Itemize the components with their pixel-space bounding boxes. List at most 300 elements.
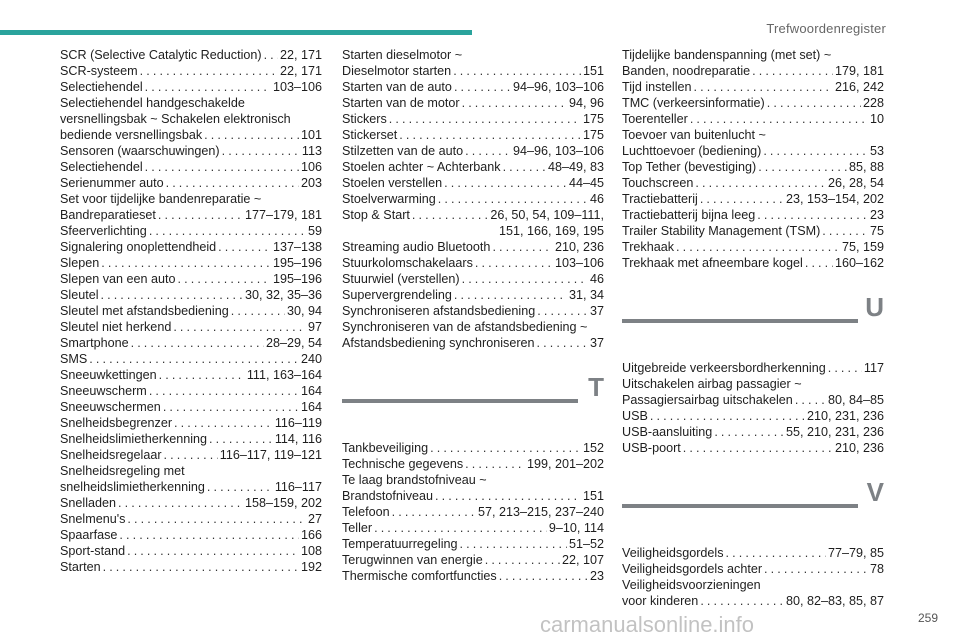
index-entry-line: Set voor tijdelijke bandenreparatie ~ bbox=[60, 192, 262, 206]
index-term: Veiligheidsgordels achter bbox=[622, 562, 763, 576]
index-term: USB-poort bbox=[622, 441, 681, 455]
dot-leader bbox=[145, 159, 299, 175]
index-entry-main bbox=[622, 207, 884, 223]
index-term: Selectiehendel bbox=[60, 160, 143, 174]
index-entry-line: Snelheidsregeling met bbox=[60, 464, 185, 478]
dot-leader bbox=[145, 79, 271, 95]
index-term: Sfeerverlichting bbox=[60, 224, 147, 238]
page-references: 78 bbox=[869, 562, 884, 576]
dot-leader bbox=[676, 239, 840, 255]
index-entry-main bbox=[60, 367, 322, 383]
index-entry bbox=[342, 520, 604, 536]
index-entry bbox=[622, 561, 884, 577]
index-entry-main bbox=[60, 159, 322, 175]
index-entry bbox=[342, 239, 604, 255]
index-entry bbox=[60, 367, 322, 383]
index-entry bbox=[60, 399, 322, 415]
index-term: Stoelen achter ~ Achterbank bbox=[342, 160, 501, 174]
dot-leader bbox=[757, 207, 868, 223]
page-references: 103–106 bbox=[554, 256, 604, 270]
index-entry-main bbox=[60, 63, 322, 79]
page-references: 37 bbox=[589, 304, 604, 318]
index-term: Sport-stand bbox=[60, 544, 126, 558]
index-term: Selectiehendel bbox=[60, 80, 143, 94]
index-group-u bbox=[622, 360, 884, 456]
index-entry-main bbox=[342, 271, 604, 287]
page-references: 23, 153–154, 202 bbox=[785, 192, 884, 206]
page-references: 10 bbox=[869, 112, 884, 126]
index-term: Trekhaak met afneembare kogel bbox=[622, 256, 803, 270]
index-group-t-continued bbox=[622, 47, 884, 271]
dot-leader bbox=[438, 191, 588, 207]
index-entry-main bbox=[622, 360, 884, 376]
page-references: 108 bbox=[300, 544, 322, 558]
page-references: 210, 236 bbox=[834, 441, 884, 455]
page-references: 80, 82–83, 85, 87 bbox=[785, 594, 884, 608]
dot-leader bbox=[103, 559, 299, 575]
index-entry bbox=[342, 472, 604, 504]
page-references: 23 bbox=[589, 569, 604, 583]
dot-leader bbox=[465, 456, 525, 472]
dot-leader bbox=[166, 175, 299, 191]
page-references: 166 bbox=[300, 528, 322, 542]
index-entry bbox=[622, 159, 884, 175]
dot-leader bbox=[752, 63, 833, 79]
index-entry-main bbox=[60, 543, 322, 559]
dot-leader bbox=[435, 488, 581, 504]
page-references: 116–117, 119–121 bbox=[219, 448, 322, 462]
index-entry-main bbox=[342, 63, 604, 79]
index-entry bbox=[60, 303, 322, 319]
page-header-title: Trefwoordenregister bbox=[766, 21, 886, 36]
index-entry-main bbox=[622, 143, 884, 159]
index-entry bbox=[60, 511, 322, 527]
index-term: Sneeuwscherm bbox=[60, 384, 147, 398]
index-entry bbox=[60, 175, 322, 191]
page-references: 37 bbox=[589, 336, 604, 350]
page-references: 48–49, 83 bbox=[547, 160, 604, 174]
page-references: 53 bbox=[869, 144, 884, 158]
dot-leader bbox=[726, 545, 826, 561]
index-entry bbox=[342, 287, 604, 303]
index-entry-main bbox=[342, 127, 604, 143]
dot-leader bbox=[164, 447, 218, 463]
page-references: 94, 96 bbox=[568, 96, 604, 110]
dot-leader bbox=[101, 255, 271, 271]
index-entry-main bbox=[60, 527, 322, 543]
index-group-v bbox=[622, 545, 884, 609]
page-references: 164 bbox=[300, 384, 322, 398]
index-entry-main bbox=[60, 79, 322, 95]
page-references: 75 bbox=[869, 224, 884, 238]
dot-leader bbox=[822, 223, 868, 239]
index-term: Slepen bbox=[60, 256, 100, 270]
index-entry bbox=[60, 223, 322, 239]
dot-leader bbox=[465, 143, 511, 159]
page-references: 228 bbox=[862, 96, 884, 110]
index-entry bbox=[342, 159, 604, 175]
index-term: Bandreparatieset bbox=[60, 208, 156, 222]
index-entry bbox=[622, 79, 884, 95]
index-term: USB bbox=[622, 409, 648, 423]
page-references: 46 bbox=[589, 192, 604, 206]
index-term: Brandstofniveau bbox=[342, 489, 434, 503]
dot-leader bbox=[460, 536, 567, 552]
page-references: 151 bbox=[582, 489, 604, 503]
index-entry bbox=[342, 47, 604, 79]
index-entry-main bbox=[342, 504, 604, 520]
index-term: Sneeuwkettingen bbox=[60, 368, 157, 382]
dot-leader bbox=[537, 303, 588, 319]
page-references: 22, 107 bbox=[561, 553, 604, 567]
index-entry-line: Starten dieselmotor ~ bbox=[342, 48, 463, 62]
index-entry bbox=[342, 504, 604, 520]
page-references: 158–159, 202 bbox=[244, 496, 322, 510]
index-term: Afstandsbediening synchroniseren bbox=[342, 336, 535, 350]
index-term: Telefoon bbox=[342, 505, 390, 519]
dot-leader bbox=[795, 392, 826, 408]
index-entry-main bbox=[60, 351, 322, 367]
dot-leader bbox=[374, 520, 547, 536]
dot-leader bbox=[131, 335, 264, 351]
dot-leader bbox=[209, 431, 273, 447]
index-term: Stuurkolomschakelaars bbox=[342, 256, 473, 270]
index-term: Sleutel bbox=[60, 288, 99, 302]
dot-leader bbox=[475, 255, 553, 271]
index-entry-line: Synchroniseren van de afstandsbediening ~ bbox=[342, 320, 588, 334]
index-entry bbox=[622, 376, 884, 408]
index-term: Tankbeveiliging bbox=[342, 441, 429, 455]
index-entry bbox=[622, 223, 884, 239]
dot-leader bbox=[222, 143, 300, 159]
index-entry bbox=[60, 527, 322, 543]
index-term: Temperatuurregeling bbox=[342, 537, 458, 551]
dot-leader bbox=[690, 111, 868, 127]
page-references: 216, 242 bbox=[834, 80, 884, 94]
index-term: Trekhaak bbox=[622, 240, 675, 254]
index-entry bbox=[342, 255, 604, 271]
page-references: 46 bbox=[589, 272, 604, 286]
index-entry-main bbox=[622, 239, 884, 255]
index-entry-main bbox=[342, 239, 604, 255]
dot-leader bbox=[231, 303, 285, 319]
index-entry-main bbox=[622, 175, 884, 191]
dot-leader bbox=[174, 415, 273, 431]
page-references: 195–196 bbox=[272, 256, 322, 270]
page-references: 203 bbox=[300, 176, 322, 190]
index-entry-main bbox=[342, 456, 604, 472]
dot-leader bbox=[101, 287, 243, 303]
index-column-2 bbox=[342, 47, 604, 584]
index-entry-main bbox=[60, 287, 322, 303]
index-entry bbox=[622, 191, 884, 207]
page-references: 177–179, 181 bbox=[244, 208, 322, 222]
index-entry-main bbox=[622, 223, 884, 239]
page-references: 113 bbox=[301, 144, 322, 158]
index-term: Streaming audio Bluetooth bbox=[342, 240, 491, 254]
index-entry-main bbox=[622, 545, 884, 561]
index-term: Snelheidsbegrenzer bbox=[60, 416, 173, 430]
index-term: Dieselmotor starten bbox=[342, 64, 452, 78]
dot-leader bbox=[430, 440, 581, 456]
index-entry-main bbox=[342, 287, 604, 303]
index-entry-main bbox=[622, 255, 884, 271]
dot-leader bbox=[218, 239, 271, 255]
index-term: Sensoren (waarschuwingen) bbox=[60, 144, 220, 158]
index-term: Snelheidsregelaar bbox=[60, 448, 162, 462]
index-entry-main bbox=[622, 593, 884, 609]
page-references: 75, 159 bbox=[841, 240, 884, 254]
index-entry bbox=[342, 271, 604, 287]
index-entry-main bbox=[622, 392, 884, 408]
index-entry-main bbox=[342, 255, 604, 271]
index-entry bbox=[60, 287, 322, 303]
index-entry bbox=[342, 143, 604, 159]
index-entry-main bbox=[342, 536, 604, 552]
index-entry bbox=[60, 383, 322, 399]
page-references: 179, 181 bbox=[834, 64, 884, 78]
index-term: USB-aansluiting bbox=[622, 425, 713, 439]
index-entry bbox=[622, 440, 884, 456]
page-references: 94–96, 103–106 bbox=[512, 144, 604, 158]
index-column-3 bbox=[622, 47, 884, 609]
dot-leader bbox=[453, 63, 581, 79]
index-term: Teller bbox=[342, 521, 373, 535]
index-entry bbox=[622, 360, 884, 376]
section-divider bbox=[622, 319, 858, 323]
page-references: 195–196 bbox=[272, 272, 322, 286]
page-references: 151 bbox=[582, 64, 604, 78]
index-entry bbox=[342, 127, 604, 143]
index-entry bbox=[60, 95, 322, 143]
page-references: 55, 210, 231, 236 bbox=[785, 425, 884, 439]
dot-leader bbox=[444, 175, 567, 191]
index-entry-main bbox=[622, 561, 884, 577]
index-entry bbox=[60, 239, 322, 255]
page-references: 26, 50, 54, 109–111, bbox=[490, 208, 604, 222]
page-references: 114, 116 bbox=[274, 432, 322, 446]
index-entry bbox=[60, 495, 322, 511]
index-entry bbox=[622, 424, 884, 440]
index-entry-main bbox=[60, 335, 322, 351]
index-entry bbox=[342, 175, 604, 191]
page-references: 210, 231, 236 bbox=[806, 409, 884, 423]
index-entry bbox=[60, 351, 322, 367]
page-references: 57, 213–215, 237–240 bbox=[477, 505, 604, 519]
index-entry-main bbox=[60, 495, 322, 511]
index-term: Serienummer auto bbox=[60, 176, 164, 190]
dot-leader bbox=[758, 159, 847, 175]
dot-leader bbox=[159, 367, 245, 383]
index-entry bbox=[60, 431, 322, 447]
index-entry-main bbox=[60, 303, 322, 319]
index-entry-main bbox=[60, 255, 322, 271]
index-entry bbox=[622, 408, 884, 424]
index-entry-line: Te laag brandstofniveau ~ bbox=[342, 473, 487, 487]
dot-leader bbox=[700, 593, 784, 609]
index-entry bbox=[342, 207, 604, 239]
page-references: 22, 171 bbox=[279, 48, 322, 62]
dot-leader bbox=[700, 191, 784, 207]
page-references: 116–117 bbox=[274, 480, 322, 494]
index-entry-main bbox=[622, 63, 884, 79]
section-letter: V bbox=[866, 477, 884, 507]
index-term: SCR-systeem bbox=[60, 64, 138, 78]
index-term: Uitgebreide verkeersbordherkenning bbox=[622, 361, 826, 375]
index-term: Slepen van een auto bbox=[60, 272, 176, 286]
page-references: 192 bbox=[300, 560, 322, 574]
dot-leader bbox=[204, 127, 299, 143]
index-term: Snelladen bbox=[60, 496, 117, 510]
index-term: Banden, noodreparatie bbox=[622, 64, 751, 78]
dot-leader bbox=[149, 383, 299, 399]
page-references: 116–119 bbox=[274, 416, 322, 430]
index-entry bbox=[342, 95, 604, 111]
index-entry bbox=[60, 47, 322, 63]
page-references: 94–96, 103–106 bbox=[512, 80, 604, 94]
dot-leader bbox=[127, 543, 299, 559]
dot-leader bbox=[485, 552, 560, 568]
index-entry-main bbox=[342, 191, 604, 207]
index-entry bbox=[622, 47, 884, 79]
index-entry-line: Veiligheidsvoorzieningen bbox=[622, 578, 761, 592]
dot-leader bbox=[492, 239, 553, 255]
index-entry bbox=[622, 577, 884, 609]
index-entry-main bbox=[622, 79, 884, 95]
index-term: Thermische comfortfuncties bbox=[342, 569, 497, 583]
index-entry-main bbox=[342, 335, 604, 351]
index-entry bbox=[60, 191, 322, 223]
index-entry bbox=[622, 255, 884, 271]
index-entry bbox=[342, 456, 604, 472]
index-entry-line: versnellingsbak ~ Schakelen elektronisch bbox=[60, 112, 291, 126]
index-entry bbox=[60, 415, 322, 431]
index-term: Snelheidslimietherkenning bbox=[60, 432, 208, 446]
index-term: Stuurwiel (verstellen) bbox=[342, 272, 460, 286]
index-entry bbox=[60, 463, 322, 495]
index-entry-main bbox=[622, 191, 884, 207]
index-entry bbox=[622, 111, 884, 127]
index-entry-main bbox=[60, 207, 322, 223]
index-term: Top Tether (bevestiging) bbox=[622, 160, 757, 174]
dot-leader bbox=[392, 504, 476, 520]
dot-leader bbox=[264, 47, 278, 63]
index-entry bbox=[60, 319, 322, 335]
index-entry-main bbox=[60, 143, 322, 159]
page-references-continued: 151, 166, 169, 195 bbox=[498, 224, 604, 238]
page-references: 31, 34 bbox=[568, 288, 604, 302]
index-entry-main bbox=[60, 239, 322, 255]
index-entry-main bbox=[60, 47, 322, 63]
index-entry-main bbox=[60, 431, 322, 447]
page-references: 152 bbox=[582, 441, 604, 455]
dot-leader bbox=[158, 207, 243, 223]
dot-leader bbox=[173, 319, 306, 335]
index-entry bbox=[60, 159, 322, 175]
index-entry-main bbox=[342, 488, 604, 504]
index-entry-main bbox=[342, 143, 604, 159]
index-term: Stop & Start bbox=[342, 208, 410, 222]
index-entry bbox=[60, 559, 322, 575]
page-references: 80, 84–85 bbox=[827, 393, 884, 407]
dot-leader bbox=[178, 271, 271, 287]
index-entry-main bbox=[60, 559, 322, 575]
page-references: 210, 236 bbox=[554, 240, 604, 254]
index-term: snelheidslimietherkenning bbox=[60, 480, 205, 494]
dot-leader bbox=[767, 95, 861, 111]
page-references: 111, 163–164 bbox=[246, 368, 322, 382]
index-term: voor kinderen bbox=[622, 594, 699, 608]
section-header-t bbox=[342, 373, 604, 435]
page-references: 51–52 bbox=[568, 537, 604, 551]
index-entry-main bbox=[60, 415, 322, 431]
index-term: Trailer Stability Management (TSM) bbox=[622, 224, 821, 238]
index-entry-main bbox=[342, 207, 604, 223]
section-divider bbox=[342, 399, 578, 403]
index-entry bbox=[60, 447, 322, 463]
index-entry bbox=[342, 568, 604, 584]
index-entry bbox=[342, 552, 604, 568]
page-references: 103–106 bbox=[272, 80, 322, 94]
page-references: 160–162 bbox=[834, 256, 884, 270]
page-references: 101 bbox=[300, 128, 322, 142]
index-term: Toerenteller bbox=[622, 112, 688, 126]
index-entry-main bbox=[60, 271, 322, 287]
index-entry-main bbox=[60, 511, 322, 527]
index-term: Stoelen verstellen bbox=[342, 176, 443, 190]
index-term: Veiligheidsgordels bbox=[622, 546, 724, 560]
dot-leader bbox=[537, 335, 588, 351]
index-entry-main bbox=[342, 159, 604, 175]
index-entry bbox=[622, 127, 884, 159]
index-entry-main bbox=[342, 440, 604, 456]
dot-leader bbox=[163, 399, 299, 415]
dot-leader bbox=[683, 440, 833, 456]
dot-leader bbox=[763, 143, 868, 159]
index-term: Snelmenu's bbox=[60, 512, 126, 526]
dot-leader bbox=[695, 175, 826, 191]
index-term: Smartphone bbox=[60, 336, 129, 350]
index-entry bbox=[622, 239, 884, 255]
dot-leader bbox=[127, 511, 306, 527]
dot-leader bbox=[499, 568, 588, 584]
index-entry bbox=[622, 207, 884, 223]
page-references: 28–29, 54 bbox=[265, 336, 322, 350]
index-term: Spaarfase bbox=[60, 528, 118, 542]
dot-leader bbox=[207, 479, 273, 495]
index-entry bbox=[342, 536, 604, 552]
index-entry bbox=[342, 303, 604, 319]
index-entry-main bbox=[622, 408, 884, 424]
dot-leader bbox=[412, 207, 488, 223]
page-references: 106 bbox=[300, 160, 322, 174]
index-group-t bbox=[342, 440, 604, 584]
index-entry bbox=[60, 335, 322, 351]
dot-leader bbox=[462, 271, 588, 287]
index-term: Terugwinnen van energie bbox=[342, 553, 483, 567]
index-entry bbox=[342, 191, 604, 207]
dot-leader bbox=[118, 495, 243, 511]
page-references: 97 bbox=[307, 320, 322, 334]
index-entry bbox=[342, 111, 604, 127]
index-term: SMS bbox=[60, 352, 88, 366]
index-entry-main bbox=[60, 175, 322, 191]
dot-leader bbox=[140, 63, 278, 79]
index-term: Sleutel niet herkend bbox=[60, 320, 172, 334]
index-entry-main bbox=[622, 159, 884, 175]
page-references: 175 bbox=[582, 112, 604, 126]
index-term: Stickerset bbox=[342, 128, 398, 142]
